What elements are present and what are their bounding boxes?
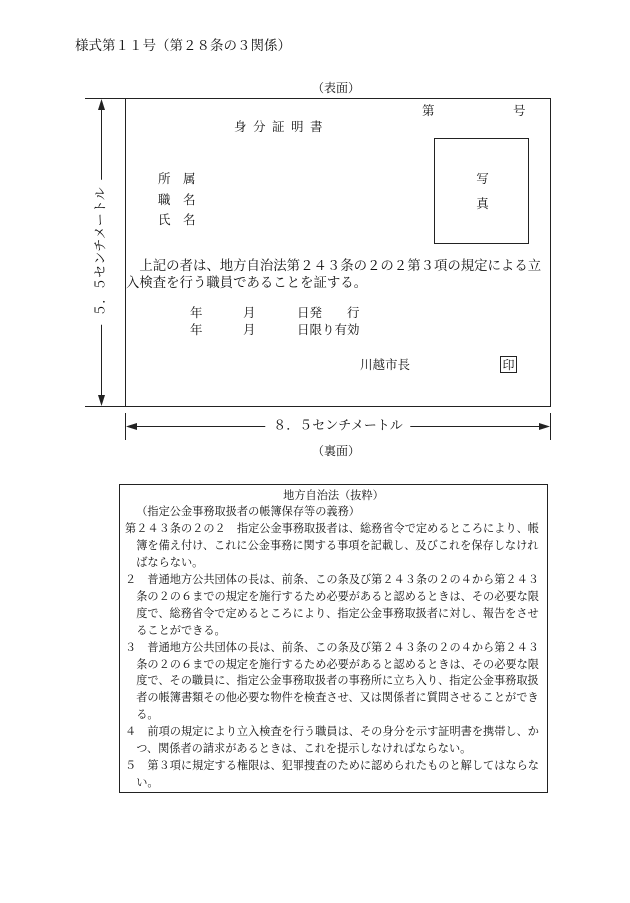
photo-box [434, 138, 529, 244]
paragraph-2 [125, 572, 547, 640]
article-line: 条の２の６までの規定を施行するため必要があると認めるときは、その必要な限 [136, 589, 539, 603]
article-line: い。 [136, 775, 159, 789]
paragraph-4 [125, 724, 547, 758]
statement-line: 上記の者は、地方自治法第２４３条の２の２第３項の規定による立 [139, 259, 542, 274]
issued-year-label: 年 [190, 305, 203, 320]
article-line: 者の帳簿書類その他必要な物件を検査させ、又は関係者に質問させることができ [136, 691, 539, 705]
certificate-number-suffix: 号 [513, 103, 526, 118]
front-side-label: （表面） [311, 81, 361, 95]
issued-month-label: 月 [243, 305, 256, 320]
article-line: 度で、その職員に、指定公金事務取扱者の事務所に立ち入り、指定公金事務取扱 [136, 674, 539, 688]
seal-mark: 印 [502, 357, 515, 372]
article-243-2-2 [125, 521, 547, 572]
article-line: ることができる。 [136, 623, 226, 637]
id-card-front [125, 98, 551, 407]
valid-year-label: 年 [190, 322, 203, 337]
height-arrow-up-icon [98, 99, 105, 110]
seal-stamp-box [500, 356, 517, 373]
law-excerpt-title: 地方自治法（抜粋） [283, 488, 384, 502]
certificate-number-prefix: 第 [422, 103, 435, 118]
article-line: ５ 第３項に規定する権限は、犯罪捜査のために認められたものと解してはならな [125, 759, 539, 772]
form-number-heading: 様式第１１号（第２８条の３関係） [75, 38, 291, 54]
photo-label: 写真 [474, 172, 490, 223]
article-line: つ、関係者の請求があるときは、これを提示しなければならない。 [136, 742, 472, 756]
article-line: 条の２の６までの規定を施行するため必要があると認めるときは、その必要な限 [136, 657, 539, 671]
field-name-label: 氏名 [158, 212, 209, 227]
article-line: 度で、総務省令で定めるところにより、指定公金事務取扱者に対し、報告をさせ [136, 606, 539, 620]
field-affiliation-label: 所属 [158, 171, 209, 186]
width-arrow-left-icon [126, 423, 137, 430]
certification-statement [126, 259, 541, 292]
article-line: ２ 普通地方公共団体の長は、前条、この条及び第２４３条の２の４から第２４３ [125, 573, 539, 587]
article-caption: （指定公金事務取扱者の帳簿保存等の義務） [136, 505, 360, 519]
article-line: ばならない。 [136, 556, 204, 570]
paragraph-3 [125, 640, 547, 725]
article-line: 簿を備え付け、これに公金事務に関する事項を記載し、及びこれを保存しなけれ [136, 539, 539, 553]
id-card-back [119, 484, 548, 793]
paragraph-5 [125, 758, 547, 792]
card-title: 身分証明書 [234, 119, 330, 134]
card-width-label: ８．５センチメートル [265, 419, 410, 434]
article-line: る。 [136, 708, 159, 722]
field-position-label: 職名 [158, 192, 209, 207]
issued-day-label: 日発 行 [297, 305, 360, 320]
width-arrow-right-icon [539, 423, 550, 430]
valid-month-label: 月 [243, 322, 256, 337]
statement-line: 入検査を行う職員であることを証する。 [126, 275, 368, 291]
back-side-label: （裏面） [311, 444, 361, 458]
article-line: ３ 普通地方公共団体の長は、前条、この条及び第２４３条の２の４から第２４３ [125, 640, 539, 654]
article-line: ４ 前項の規定により立入検査を行う職員は、その身分を示す証明書を携帯し、か [125, 725, 539, 739]
article-line: 第２４３条の２の２ 指定公金事務取扱者は、総務省令で定めるところにより、帳 [125, 522, 539, 536]
valid-day-label: 日限り有効 [297, 322, 360, 337]
height-arrow-down-icon [98, 395, 105, 406]
card-height-label: ５．５センチメートル [94, 179, 109, 324]
issuer-name: 川越市長 [360, 357, 411, 372]
